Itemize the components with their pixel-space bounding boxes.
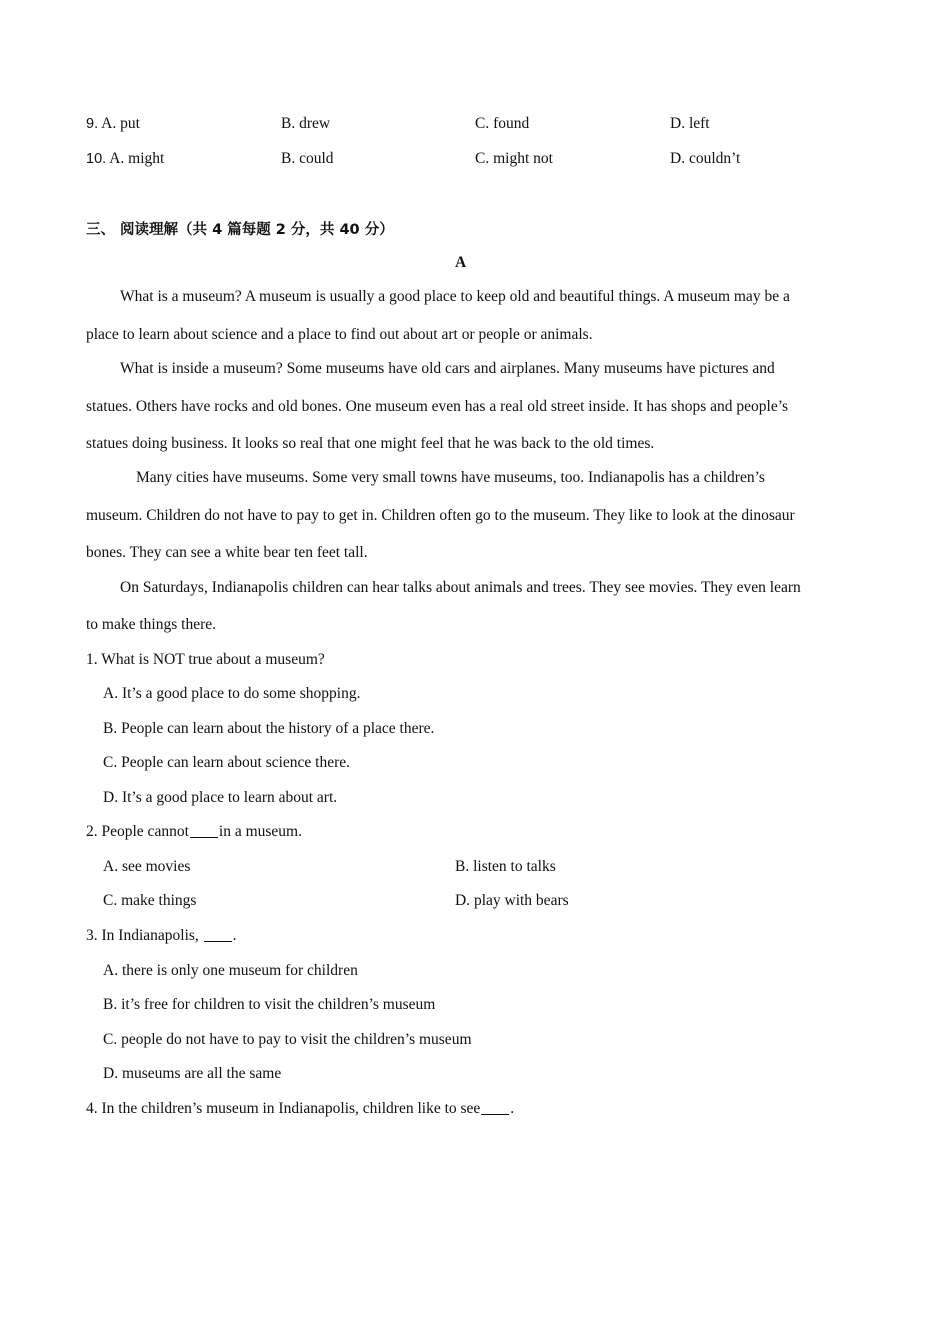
option-a: A. might	[109, 150, 165, 167]
option-c: C. might not	[475, 150, 553, 167]
question-10-row	[86, 150, 164, 168]
q3-option-a: A. there is only one museum for children	[103, 962, 358, 979]
answer-blank	[190, 836, 218, 838]
option-b: B. drew	[281, 115, 331, 132]
passage-line: What is inside a museum? Some museums have old cars and airplanes. Many museums have pictures and	[120, 360, 775, 377]
q3-option-b: B. it’s free for children to visit the children’s museum	[103, 996, 436, 1013]
option-d: D. couldn’t	[670, 150, 741, 167]
question-9-row	[86, 115, 140, 133]
passage-line: On Saturdays, Indianapolis children can hear talks about animals and trees. They see movies. They even learn	[120, 579, 801, 596]
passage-line: What is a museum? A museum is usually a good place to keep old and beautiful things. A museum may be a	[120, 288, 790, 305]
option-a: A. put	[101, 115, 140, 132]
passage-line: museum. Children do not have to pay to get in. Children often go to the museum. They like to look at the dinosaur	[86, 507, 795, 524]
question-number: 10.	[86, 151, 107, 167]
question-3-stem: 3. In Indianapolis, .	[86, 927, 237, 944]
question-2-stem: 2. People cannot in a museum.	[86, 823, 302, 840]
q3-option-c: C. people do not have to pay to visit the children’s museum	[103, 1031, 472, 1048]
passage-line: Many cities have museums. Some very small towns have museums, too. Indianapolis has a children’s	[136, 469, 765, 486]
q2-option-c: C. make things	[103, 892, 197, 909]
q2-option-d: D. play with bears	[455, 892, 569, 909]
passage-line: to make things there.	[86, 616, 216, 633]
passage-line: statues doing business. It looks so real that one might feel that he was back to the old times.	[86, 435, 655, 452]
option-b: B. could	[281, 150, 334, 167]
question-number: 9.	[86, 116, 99, 132]
option-c: C. found	[475, 115, 530, 132]
passage-line: statues. Others have rocks and old bones. One museum even has a real old street inside. It has shops and people’s	[86, 398, 789, 415]
q1-option-d: D. It’s a good place to learn about art.	[103, 789, 338, 806]
option-d: D. left	[670, 115, 710, 132]
question-1-stem: 1. What is NOT true about a museum?	[86, 651, 325, 668]
passage-line: place to learn about science and a place to find out about art or people or animals.	[86, 326, 593, 343]
answer-blank	[481, 1113, 509, 1115]
answer-blank	[204, 940, 232, 942]
passage-title: A	[455, 254, 467, 271]
q2-option-b: B. listen to talks	[455, 858, 556, 875]
q2-option-a: A. see movies	[103, 858, 191, 875]
passage-line: bones. They can see a white bear ten feet tall.	[86, 544, 368, 561]
q1-option-b: B. People can learn about the history of a place there.	[103, 720, 435, 737]
q1-option-c: C. People can learn about science there.	[103, 754, 351, 771]
q1-option-a: A. It’s a good place to do some shopping.	[103, 685, 361, 702]
q3-option-d: D. museums are all the same	[103, 1065, 282, 1082]
question-4-stem: 4. In the children’s museum in Indianapolis, children like to see .	[86, 1100, 515, 1117]
section-heading: 三、 阅读理解（共 4 篇每题 2 分，共 40 分）	[86, 222, 394, 238]
